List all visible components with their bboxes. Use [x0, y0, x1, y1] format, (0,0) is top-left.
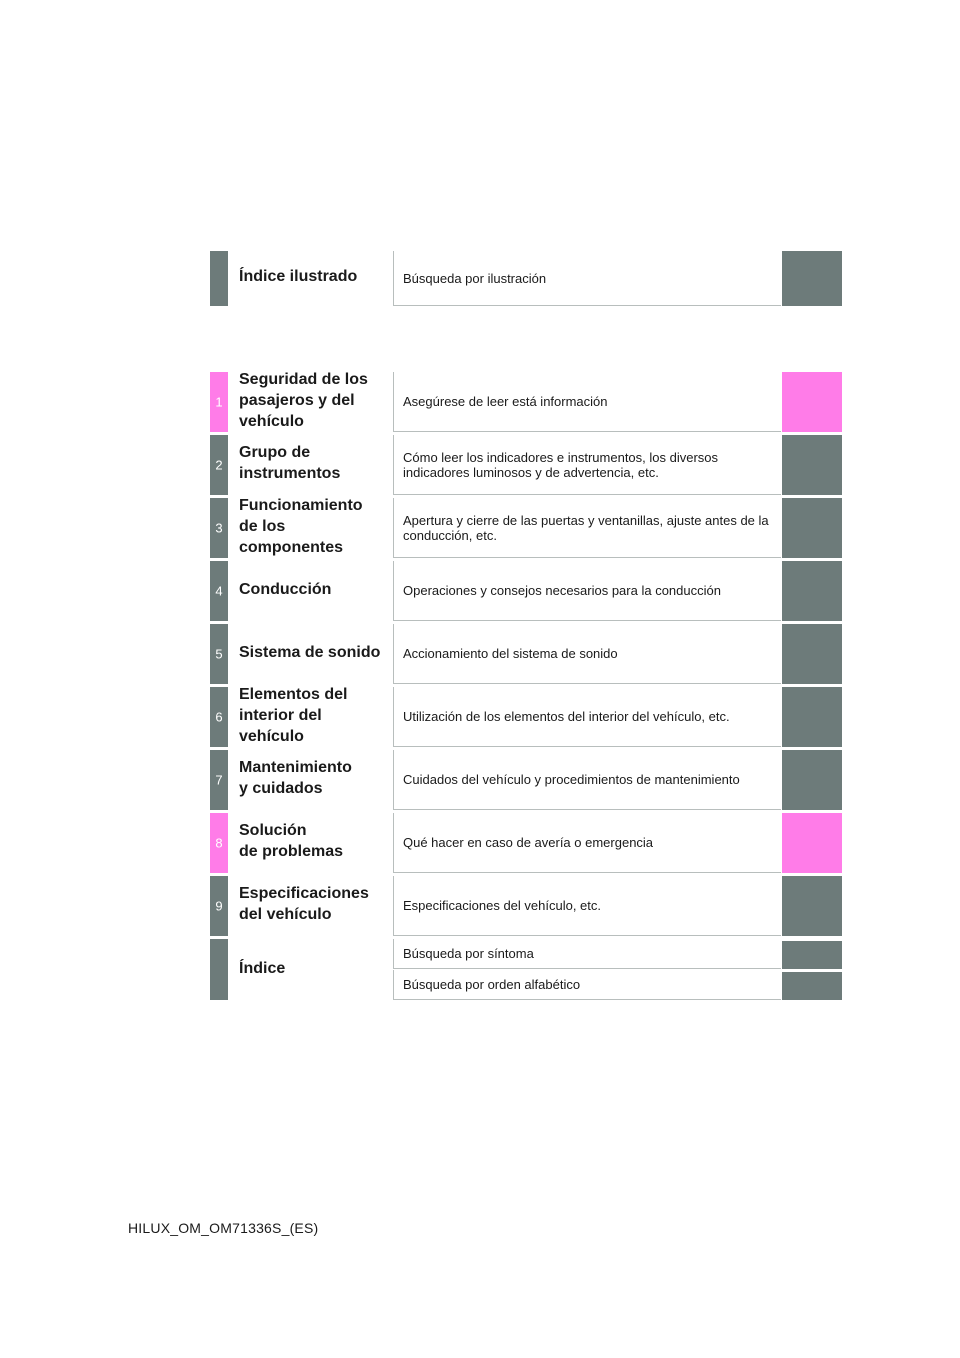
section-description: Apertura y cierre de las puertas y ventanillas, ajuste antes de la conducción, etc.: [393, 498, 781, 558]
thumb-tab[interactable]: [782, 687, 842, 747]
thumb-tab[interactable]: [782, 561, 842, 621]
section-title: Grupo de instrumentos: [239, 444, 341, 482]
section-title: Solución de problemas: [239, 822, 344, 860]
section-bar: [210, 813, 228, 873]
section-description: Especificaciones del vehículo, etc.: [393, 876, 781, 936]
section-bar: [210, 687, 228, 747]
section-bar: [210, 561, 228, 621]
section-number: 5: [215, 646, 223, 662]
thumb-tab-symptom[interactable]: [782, 941, 842, 969]
section-number: 7: [215, 772, 223, 788]
section-title: Funcionamiento de los componentes: [239, 497, 363, 556]
section-number: 6: [215, 709, 223, 725]
section-title: Conducción: [239, 581, 332, 598]
toc-row-7[interactable]: [210, 750, 842, 810]
document-code: HILUX_OM_OM71336S_(ES): [128, 1220, 319, 1236]
section-bar: [210, 624, 228, 684]
thumb-tab[interactable]: [782, 750, 842, 810]
thumb-tab[interactable]: [782, 624, 842, 684]
thumb-tab[interactable]: [782, 372, 842, 432]
section-title: Especificaciones del vehículo: [239, 885, 369, 923]
section-description: Qué hacer en caso de avería o emergencia: [393, 813, 781, 873]
section-title: Sistema de sonido: [239, 644, 381, 661]
toc-row-2[interactable]: [210, 435, 842, 495]
thumb-tab[interactable]: [782, 498, 842, 558]
section-description-alphabetical[interactable]: Búsqueda por orden alfabético: [393, 970, 781, 1000]
section-bar: [210, 372, 228, 432]
toc-row-6[interactable]: [210, 687, 842, 747]
toc-row-index[interactable]: [210, 939, 842, 1000]
section-description: Búsqueda por ilustración: [393, 251, 781, 306]
section-number: 1: [215, 394, 223, 410]
toc-row-4[interactable]: [210, 561, 842, 621]
thumb-tab-alphabetical[interactable]: [782, 972, 842, 1000]
toc-row-5[interactable]: [210, 624, 842, 684]
thumb-tab[interactable]: [782, 251, 842, 306]
toc-row-illustrated[interactable]: [210, 251, 842, 306]
section-number: 2: [215, 457, 223, 473]
thumb-tab[interactable]: [782, 813, 842, 873]
section-title: Mantenimiento y cuidados: [239, 759, 352, 797]
section-bar: [210, 750, 228, 810]
section-description: Utilización de los elementos del interior del vehículo, etc.: [393, 687, 781, 747]
section-bar: [210, 876, 228, 936]
toc-row-1[interactable]: [210, 372, 842, 432]
section-bar: [210, 435, 228, 495]
section-number: 9: [215, 898, 223, 914]
section-bar: [210, 939, 228, 1000]
section-number: 4: [215, 583, 223, 599]
section-title: Elementos del interior del vehículo: [239, 686, 348, 745]
toc-row-3[interactable]: [210, 498, 842, 558]
toc-row-8[interactable]: [210, 813, 842, 873]
section-title: Seguridad de los pasajeros y del vehículo: [239, 371, 368, 430]
section-bar: [210, 498, 228, 558]
section-description: Accionamiento del sistema de sonido: [393, 624, 781, 684]
section-description: Asegúrese de leer está información: [393, 372, 781, 432]
thumb-tab[interactable]: [782, 876, 842, 936]
section-description: Cómo leer los indicadores e instrumentos, los diversos indicadores luminosos y de advertencia, etc.: [393, 435, 781, 495]
section-number: 3: [215, 520, 223, 536]
section-description: Operaciones y consejos necesarios para la conducción: [393, 561, 781, 621]
section-number: 8: [215, 835, 223, 851]
section-description-symptom[interactable]: Búsqueda por síntoma: [393, 939, 781, 969]
section-description: Cuidados del vehículo y procedimientos de mantenimiento: [393, 750, 781, 810]
section-bar: [210, 251, 228, 306]
toc-row-9[interactable]: [210, 876, 842, 936]
section-title: Índice: [239, 960, 286, 977]
section-title: Índice ilustrado: [239, 268, 358, 285]
thumb-tab[interactable]: [782, 435, 842, 495]
